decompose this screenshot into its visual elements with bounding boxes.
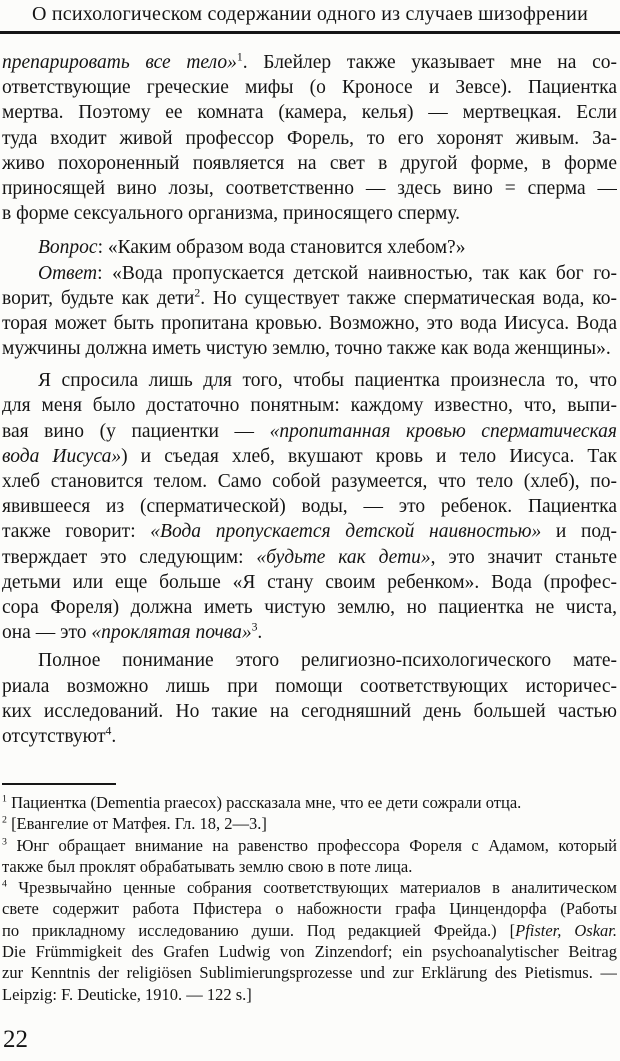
text-line: торая может быть пропитана кровью. Возможно, это вода Иисуса. Вода	[2, 312, 617, 334]
paragraph	[2, 261, 617, 362]
text-line: сора Фореля) должна иметь чистую землю, но пациентка не чиста,	[2, 596, 617, 618]
paragraph	[2, 50, 617, 226]
running-head: О психологическом содержании одного из случаев шизофрении	[32, 3, 588, 25]
footnote	[2, 792, 617, 813]
text-line: она — это «проклятая почва»$^3$.	[2, 620, 263, 644]
text-line: также говорит: «Вода пропускается детской наивностью» и под-	[2, 521, 617, 543]
text-line: в форме сексуального организма, приносящего сперму.	[2, 203, 460, 225]
text-line: $^2$ [Евангелие от Матфея. Гл. 18, 2—3.]	[2, 814, 267, 834]
text-line: ких исследований. Но такие на сегодняшний день большей частью	[2, 700, 617, 722]
text-line: детьми или еще больше «Я стану своим ребенком». Вода (профес-	[2, 571, 617, 593]
text-line: хлеб становится телом. Само собой разумеется, что тело (хлеб), по-	[2, 471, 617, 492]
text-line: живо похороненный появляется на свет в другой форме, в форме	[2, 152, 617, 174]
text-line: тверждает это следующим: «будьте как дети», это значит станьте	[2, 546, 617, 568]
text-line: приносящей вино лозы, соответственно — здесь вино = сперма —	[2, 177, 617, 199]
page-number: 22	[3, 1026, 28, 1053]
text-line: мертва. Поэтому ее комната (камера, келья) — мертвецкая. Если	[2, 102, 617, 124]
text-line: туда входит живой профессор Форель, то его хоронят живым. За-	[2, 127, 617, 149]
text-line: ответствующие греческие мифы (о Кроносе и Зевсе). Пациентка	[2, 77, 617, 99]
header-rule	[0, 31, 620, 34]
footnote	[2, 813, 617, 834]
text-line: риала возможно лишь при помощи соответствующих историчес-	[2, 675, 617, 697]
footnote	[2, 835, 617, 878]
text-line: ворит, будьте как дети$^2$. Но существует также сперматическая вода, ко-	[2, 286, 617, 309]
text-line: препарировать все тело»$^1$. Блейлер также указывает мне на со-	[2, 50, 617, 73]
text-line: явившееся из (сперматической) воды, — это ребенок. Пациентка	[2, 496, 617, 518]
text-line: Ответ: «Вода пропускается детской наивностью, так как бог го-	[38, 262, 617, 284]
text-line: Полное понимание этого религиозно-психологического мате-	[38, 650, 617, 672]
text-line: Я спросила лишь для того, чтобы пациентка произнесла то, что	[38, 370, 617, 392]
footnotes-list	[2, 792, 617, 1005]
text-line: отсутствуют$^4$.	[2, 724, 117, 747]
footnote-separator	[2, 783, 116, 785]
text-line: также был проклят обрабатывать землю свою в поте лица.	[2, 856, 413, 876]
text-line: вода Иисуса») и съедая хлеб, вкушают кровь и тело Иисуса. Так	[2, 445, 617, 467]
footnote	[2, 877, 617, 1005]
text-line: $^1$ Пациентка (Dementia praecox) рассказала мне, что ее дети сожрали отца.	[2, 793, 522, 812]
text-line: Вопрос: «Каким образом вода становится хлебом?»	[38, 237, 466, 259]
paragraph	[2, 648, 617, 749]
text-line: вая вино (у пациентки — «пропитанная кровью сперматическая	[2, 420, 617, 442]
text-line: свете содержит работа Пфистера о набожности графа Цинцендорфа (Работы	[2, 899, 617, 919]
body-text	[2, 50, 617, 749]
text-line: по прикладному исследованию души. Под редакцией Фрейда.) [Pfister, Oskar.	[2, 920, 617, 940]
text-line: zur Kenntnis der religiösen Sublimierungsprozesse und zur Erklärung des Pietismus. —	[2, 963, 617, 983]
text-line: $^3$ Юнг обращает внимание на равенство профессора Фореля с Адамом, который	[2, 835, 617, 855]
text-line: для меня было достаточно понятным: каждому известно, что, выпи-	[2, 395, 617, 417]
text-line: Leipzig: F. Deuticke, 1910. — 122 s.]	[2, 984, 252, 1004]
text-line: $^4$ Чрезвычайно ценные собрания соответствующих материалов в аналитическом	[2, 878, 617, 898]
text-line: Die Frümmigkeit des Grafen Ludwig von Zinzendorf; ein psychoanalytischer Beitrag	[2, 942, 617, 962]
text-line: мужчины должна иметь чистую землю, точно также как вода женщины».	[2, 338, 611, 360]
footnote-area	[2, 783, 617, 1005]
paragraph	[2, 368, 617, 645]
paragraph	[2, 235, 617, 260]
